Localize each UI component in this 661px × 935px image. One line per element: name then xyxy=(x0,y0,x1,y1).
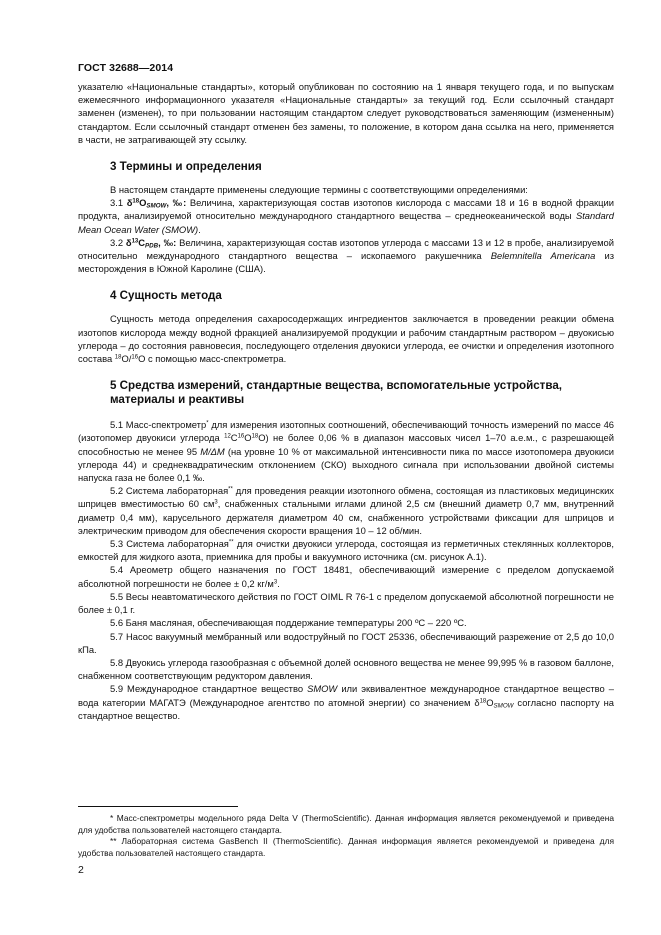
running-header: ГОСТ 32688—2014 xyxy=(78,62,174,74)
section-3-heading: 3 Термины и определения xyxy=(110,160,262,174)
item-5-5: 5.5 Весы неавтоматического действия по ГОСТ OIML R 76-1 с пределом допускаемой абсолютной погрешности не более ± 0,1 г. xyxy=(78,590,614,616)
intro-paragraph: указателю «Национальные стандарты», который опубликован по состоянию на 1 января текущего года, и по выпускам ежемесячного информационного указателя «Национальные стандарты» за текущий год. Если ссылочный стандарт заменен (изменен), то при пользовании настоящим стандартом следует руководствоваться заменяющим (измененным) стандартом. Если ссылочный стандарт отменен без замены, то положение, в котором дана ссылка на него, применяется в части, не затрагивающей эту ссылку. xyxy=(78,81,614,145)
term-3-1-symbol: $\delta^{18}O_{SMOW}$, ‰: xyxy=(126,197,187,210)
term-3-2-number: 3.2 xyxy=(110,236,124,248)
term-3-2-text: Величина, характеризующая состав изотопов углерода с массами 13 и 12 в пробе, анализируемой относительно международного стандартного вещества – ископаемого ракушечника xyxy=(78,236,614,262)
page-number: 2 xyxy=(78,864,84,876)
item-5-4: 5.4 Ареометр общего назначения по ГОСТ 18481, обеспечивающий измерение с пределом допускаемой абсолютной погрешности не более ± 0,2 $кг/м^3$. xyxy=(78,564,614,589)
item-5-6: 5.6 Баня масляная, обеспечивающая поддержание температуры 200 ºС – 220 ºС. xyxy=(110,617,467,629)
term-3-2-italic: Belemnitella Americana xyxy=(490,250,596,262)
item-5-3: 5.3 Система лабораторная** для очистки двуокиси углерода, состоящая из герметичных стеклянных коллекторов, емкостей для жидкого азота, приемника для пробы и вакуумного источника (см. рисунок А.1). xyxy=(78,538,615,563)
item-5-8: 5.8 Двуокись углерода газообразная с объемной долей основного вещества не менее 99,995 % в газовом баллоне, снабженном соответствующим редуктором давления. xyxy=(78,656,614,682)
term-3-1-number: 3.1 xyxy=(110,197,124,209)
footnotes xyxy=(78,813,614,859)
term-3-1-italic: Standard Mean Ocean Water (SMOW) xyxy=(78,210,615,235)
item-5-1: 5.1 Масс-спектрометр* для измерения изотопных соотношений, обеспечивающий точность измерений по массе 46 (изотопомер двуокиси углерода $^{12}C^{16}O^{18}O$) не более 0,06 % в диапазон массовых чисел 1–70 а.е.м., с разрешающей способностью не менее 95 M/ΔM (на уровне 10 % от максимальной интенсивности пика по массе изотопомера двуокиси углерода 44) и среднеквадратическим отклонением (СКО) выходного сигнала при использовании двойной системы напуска газа не более 0,1 ‰. xyxy=(78,419,614,484)
item-5-2: 5.2 Система лабораторная** для проведения реакции изотопного обмена, состоящая из пластиковых медицинских шприцев вместимостью 60 $см^3$, снабженных стальными иглами длиной 2,5 см (внешний диаметр 0,7 мм, внутренний диаметр 0,4 мм), карусельного держателя диаметром 40 см, снабженного устройствами фиксации для шприцов и электрическим приводом для обеспечения скорости вращения 10 – 12 об/мин. xyxy=(78,485,614,536)
section-4-paragraph: Сущность метода определения сахаросодержащих ингредиентов заключается в проведении реакции обмена изотопов кислорода между водной фракцией анализируемой продукции и рабочим стандартным раствором – двуокисью углерода – до состояния равновесия, последующего отделения двуокиси углерода, ее очистки и определения изотопного состава $^{18}$O/$^{16}$O с помощью масс-спектрометра. xyxy=(78,313,614,365)
page-body xyxy=(78,80,614,722)
term-3-1-text: Величина, характеризующая состав изотопов кислорода с массами 18 и 16 в водной фракции продукта, анализируемой относительно международного стандартного вещества – среднеокеанической воды xyxy=(78,197,614,222)
footnote-2: ** Лабораторная система GasBench II (ThermoScientific). Данная информация является рекомендуемой и приведена для удобства пользователей настоящего стандарта. xyxy=(78,836,614,858)
section-3-intro: В настоящем стандарте применены следующие термины с соответствующими определениями: xyxy=(110,184,528,196)
footnote-1: * Масс-спектрометры модельного ряда Delta V (ThermoScientific). Данная информация является рекомендуемой и приведена для удобства пользователей настоящего стандарта. xyxy=(78,813,614,835)
section-5-heading: 5 Средства измерений, стандартные вещества, вспомогательные устройства, материалы и реактивы xyxy=(110,379,562,407)
item-5-7: 5.7 Насос вакуумный мембранный или водоструйный по ГОСТ 25336, обеспечивающий разрежение от 2,5 до 10,0 кПа. xyxy=(78,630,614,655)
section-4-heading: 4 Сущность метода xyxy=(110,289,222,303)
term-3-2: 3.2 $\delta^{13}C_{PDB}$, ‰: Величина, характеризующая состав изотопов углерода с массами 13 и 12 в пробе, анализируемой относительно международного стандартного вещества – ископаемого ракушечника Belemnitella Americana из месторождения в Южной Каролине (США). xyxy=(78,236,614,275)
footnote-separator xyxy=(78,806,238,807)
term-3-1: 3.1 $\delta^{18}O_{SMOW}$, ‰: Величина, характеризующая состав изотопов кислорода с массами 18 и 16 в водной фракции продукта, анализируемой относительно международного стандартного вещества – среднеокеанической воды Standard Mean Ocean Water (SMOW). xyxy=(78,197,615,235)
item-5-9: 5.9 Международное стандартное вещество SMOW или эквивалентное международное стандартное вещество – вода категории МАГАТЭ (Международное агентство по атомной энергии) со значением $\delta^{18}O_{SMOW}$ согласно паспорту на стандартное вещество. xyxy=(78,683,615,721)
term-3-2-symbol: $\delta^{13}C_{PDB}$, ‰: xyxy=(125,236,177,250)
